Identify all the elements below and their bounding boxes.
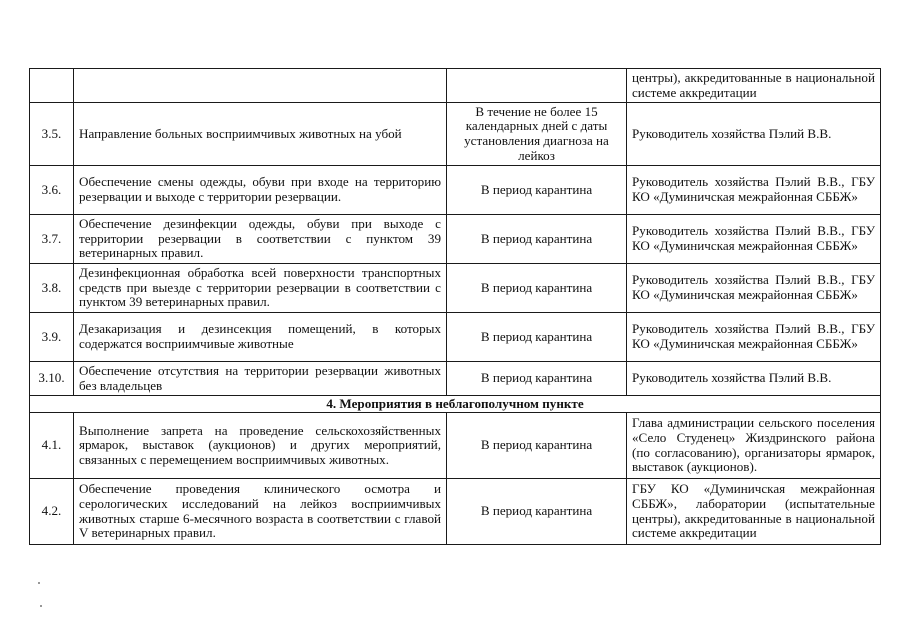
table-row (30, 362, 881, 396)
term-text: В период карантина (447, 166, 627, 215)
section-title: 4. Мероприятия в неблагополучном пункте (30, 396, 881, 413)
row-number: 4.2. (30, 479, 74, 545)
measure-text (74, 69, 447, 103)
row-number: 4.1. (30, 413, 74, 479)
responsible-text: Глава администрации сельского поселения «Село Студенец» Жиздринского района (по согласованию), организаторы ярмарок, выставок (аукционов). (627, 413, 881, 479)
table-row (30, 264, 881, 313)
term-text: В период карантина (447, 215, 627, 264)
term-text: В период карантина (447, 264, 627, 313)
measure-text: Обеспечение дезинфекции одежды, обуви при выходе с территории резервации в соответствии с пунктом 39 ветеринарных правил. (74, 215, 447, 264)
responsible-text: Руководитель хозяйства Пэлий В.В. (627, 362, 881, 396)
row-number (30, 69, 74, 103)
row-number: 3.6. (30, 166, 74, 215)
term-text: В период карантина (447, 479, 627, 545)
row-number: 3.5. (30, 103, 74, 166)
row-number: 3.9. (30, 313, 74, 362)
row-number: 3.8. (30, 264, 74, 313)
table-row (30, 313, 881, 362)
term-text: В течение не более 15 календарных дней с даты установления диагноза на лейкоз (447, 103, 627, 166)
measure-text: Дезакаризация и дезинсекция помещений, в которых содержатся восприимчивые животные (74, 313, 447, 362)
responsible-text: Руководитель хозяйства Пэлий В.В., ГБУ КО «Думиничская межрайонная СББЖ» (627, 166, 881, 215)
table-row (30, 69, 881, 103)
term-text (447, 69, 627, 103)
measure-text: Обеспечение отсутствия на территории резервации животных без владельцев (74, 362, 447, 396)
term-text: В период карантина (447, 362, 627, 396)
table-row (30, 479, 881, 545)
measure-text: Обеспечение смены одежды, обуви при входе на территорию резервации и выходе с территории резервации. (74, 166, 447, 215)
table-row (30, 166, 881, 215)
section-header-row (30, 396, 881, 413)
responsible-text: Руководитель хозяйства Пэлий В.В., ГБУ КО «Думиничская межрайонная СББЖ» (627, 313, 881, 362)
row-number: 3.10. (30, 362, 74, 396)
scan-speck (38, 582, 40, 584)
responsible-text: Руководитель хозяйства Пэлий В.В., ГБУ КО «Думиничская межрайонная СББЖ» (627, 215, 881, 264)
responsible-text: Руководитель хозяйства Пэлий В.В. (627, 103, 881, 166)
table-row (30, 413, 881, 479)
table-row (30, 215, 881, 264)
responsible-text: центры), аккредитованные в национальной системе аккредитации (627, 69, 881, 103)
term-text: В период карантина (447, 413, 627, 479)
measure-text: Направление больных восприимчивых животных на убой (74, 103, 447, 166)
responsible-text: Руководитель хозяйства Пэлий В.В., ГБУ КО «Думиничская межрайонная СББЖ» (627, 264, 881, 313)
measure-text: Выполнение запрета на проведение сельскохозяйственных ярмарок, выставок (аукционов) и других мероприятий, связанных с перемещением восприимчивых животных. (74, 413, 447, 479)
measure-text: Обеспечение проведения клинического осмотра и серологических исследований на лейкоз восприимчивых животных старше 6-месячного возраста в соответствии с главой V ветеринарных правил. (74, 479, 447, 545)
responsible-text: ГБУ КО «Думиничская межрайонная СББЖ», лаборатории (испытательные центры), аккредитованные в национальной системе аккредитации (627, 479, 881, 545)
table-row (30, 103, 881, 166)
term-text: В период карантина (447, 313, 627, 362)
measures-table (29, 68, 881, 545)
scan-speck (40, 605, 42, 607)
measure-text: Дезинфекционная обработка всей поверхности транспортных средств при выезде с территории резервации в соответствии с пунктом 39 ветеринарных правил. (74, 264, 447, 313)
row-number: 3.7. (30, 215, 74, 264)
